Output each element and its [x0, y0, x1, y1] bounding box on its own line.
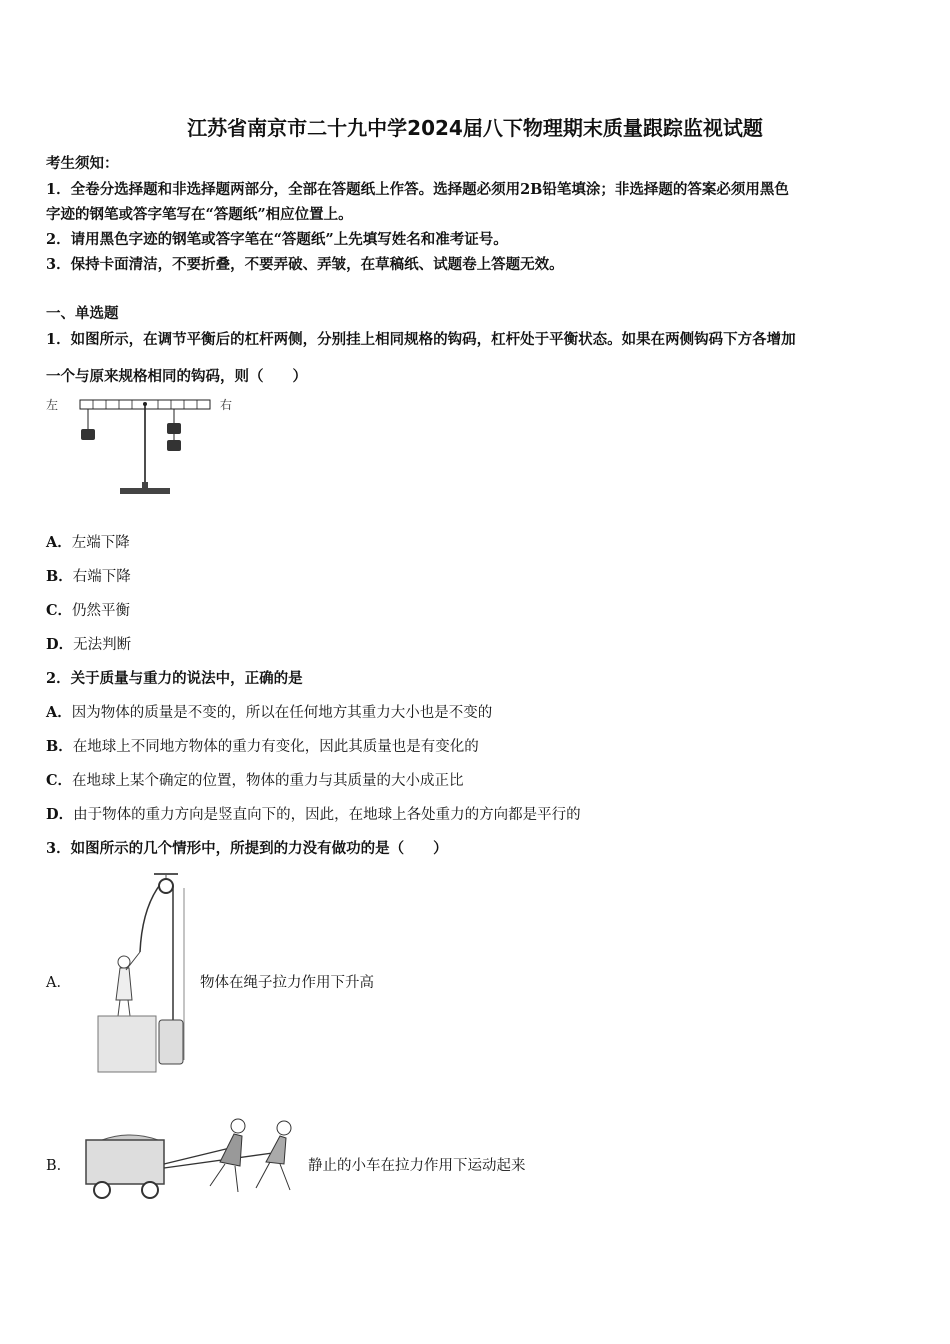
- pulley-figure: [92, 870, 202, 1080]
- lever-right-label: 右: [220, 398, 233, 412]
- q2-option-b[interactable]: B．在地球上不同地方物体的重力有变化，因此其质量也是有变化的: [46, 738, 479, 755]
- pulley-diagram: [92, 870, 202, 1080]
- q3-stem: 3．如图所示的几个情形中，所提到的力没有做功的是（ ）: [46, 840, 448, 857]
- notice-heading: 考生须知：: [46, 155, 119, 172]
- notice-item-1: 1．全卷分选择题和非选择题两部分，全部在答题纸上作答。选择题必须用2B铅笔填涂；非选择题的答案必须用黑色: [46, 181, 789, 198]
- q1-stem-line2: 一个与原来规格相同的钩码，则（ ）: [46, 368, 307, 385]
- q3-option-b-letter[interactable]: B．: [46, 1158, 72, 1174]
- q2-option-c[interactable]: C．在地球上某个确定的位置，物体的重力与其质量的大小成正比: [46, 772, 464, 789]
- notice-item-3: 3．保持卡面清洁，不要折叠，不要弄破、弄皱，在草稿纸、试题卷上答题无效。: [46, 256, 564, 273]
- cart-diagram: [80, 1112, 305, 1207]
- q2-option-d[interactable]: D．由于物体的重力方向是竖直向下的，因此，在地球上各处重力的方向都是平行的: [46, 806, 581, 823]
- lever-figure: [44, 392, 244, 502]
- cart-figure: [80, 1112, 305, 1207]
- page-title: 江苏省南京市二十九中学2024届八下物理期末质量跟踪监视试题: [187, 116, 763, 140]
- q1-stem-line1: 1．如图所示，在调节平衡后的杠杆两侧，分别挂上相同规格的钩码，杠杆处于平衡状态。如果在两侧钩码下方各增加: [46, 331, 796, 348]
- notice-item-1-cont: 字迹的钢笔或答字笔写在“答题纸”相应位置上。: [46, 206, 353, 223]
- q3-option-a-text: 物体在绳子拉力作用下升高: [200, 975, 374, 991]
- q3-option-a-letter[interactable]: A．: [46, 975, 71, 991]
- q1-option-a[interactable]: A．左端下降: [46, 534, 130, 551]
- lever-left-label: 左: [46, 398, 59, 412]
- lever-diagram: [44, 392, 244, 502]
- q1-option-d[interactable]: D．无法判断: [46, 636, 132, 653]
- q3-option-b-text: 静止的小车在拉力作用下运动起来: [308, 1158, 526, 1174]
- q1-option-c[interactable]: C．仍然平衡: [46, 602, 131, 619]
- q2-stem: 2．关于质量与重力的说法中，正确的是: [46, 670, 303, 687]
- section-heading: 一、单选题: [46, 305, 119, 322]
- notice-item-2: 2．请用黑色字迹的钢笔或答字笔在“答题纸”上先填写姓名和准考证号。: [46, 231, 508, 248]
- q1-option-b[interactable]: B．右端下降: [46, 568, 131, 585]
- q2-option-a[interactable]: A．因为物体的质量是不变的，所以在任何地方其重力大小也是不变的: [46, 704, 493, 721]
